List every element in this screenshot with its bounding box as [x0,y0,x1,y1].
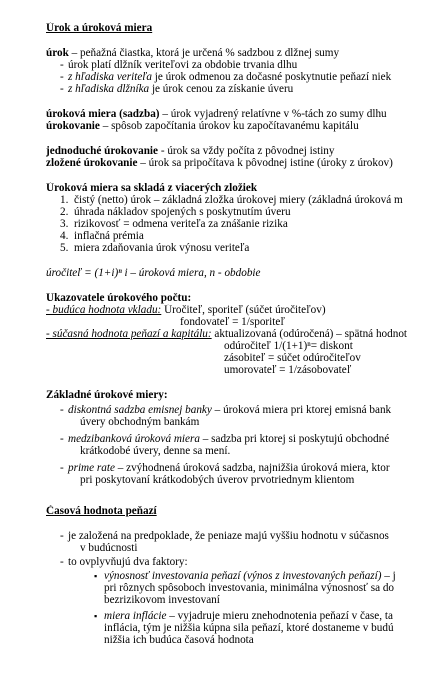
urok-item-1: - úrok platí dlžník veriteľovi za obdobie trvania dlhu [60,59,298,71]
urok-item-3-italic: z hľadiska dlžníka [68,83,150,95]
urocitel-formula: úročiteľ = (1+i)ⁿ i – úroková miera, n - obdobie [46,267,261,279]
urok-item-2-italic: z hľadiska veriteľa [68,71,152,83]
inflacia-line2: inflácia, tým je nižšia kúpna sila peňazí, ktoré dostaneme v budú [104,622,394,634]
medzibankova-line2: krátkodobé úvery, denne sa mení. [80,445,231,457]
vynosnost-line3: bezrizikovom investovaní [104,594,220,606]
vynosnost-line2: pri rôznych spôsoboch investovania, minimálna výnosnosť sa do [104,582,395,594]
urok-item-2: - z hľadiska veriteľa je úrok odmenou za dočasné poskytnutie peňazí niek [60,71,392,83]
zlozene-urokovanie [46,157,423,169]
zlozky-heading: Úroková miera sa skladá z viacerých zložiek [46,182,258,194]
inflacia-term: miera inflácie [104,610,167,622]
sucasna-hodnota-row [46,328,423,340]
diskontna-sadzba-item: - diskontná sadzba emisnej banky – úroková miera pri ktorej emisná bank [60,404,392,416]
term-urok: úrok [46,47,69,59]
zlozka-1-number: 1. [60,194,69,206]
zasobitel-row: zásobiteľ = súčet odúročiteľov [224,352,361,364]
term-jednoduche: jednoduché úrokovanie [46,145,159,157]
prime-rate-item: - prime rate – zvýhodnená úroková sadzba, najnižšia úroková miera, ktor [60,462,390,474]
section-title-casova-hodnota: Časová hodnota peňazí [46,505,157,517]
medzibankova-text: – sadzba pri ktorej si poskytujú obchodné [199,433,390,445]
zlozka-3 [60,218,423,230]
zlozka-5-number: 5. [60,242,69,254]
casova-item-1: - je založená na predpoklade, že peniaze majú vyššiu hodnotu v súčasnos [60,530,389,542]
diskontna-sadzba-text: – úroková miera pri ktorej emisná bank [211,404,392,416]
buduca-hodnota-row [46,304,423,316]
section-title-urok: Úrok a úroková miera [46,22,153,34]
odurocitel-row: odúročiteľ 1/(1+1)ⁿ= diskont [224,340,353,352]
ukazovatele-heading: Ukazovatele úrokového počtu: [46,292,192,304]
square-bullet-icon: ▪ [94,611,98,621]
umorovatel-row: umorovateľ = 1/zásobovateľ [224,364,352,376]
fondovatel-row: fondovateľ = 1/sporiteľ [180,316,285,328]
prime-rate-term: prime rate [68,462,115,474]
medzibankova-term: medzibanková úroková miera [68,433,200,445]
casova-item-1-line2: v budúcnosti [80,542,138,554]
square-bullet-icon: ▪ [94,571,98,581]
term-urokovanie: úrokovanie [46,120,100,132]
inflacia-text: – vyjadruje mieru znehodnotenia peňazí v čase, ta [166,610,393,622]
zlozka-4 [60,230,423,242]
casova-item-2: - to ovplyvňujú dva faktory: [60,556,188,568]
zlozka-2-text: úhrada nákladov spojených s poskytnutím úveru [74,206,291,218]
inflacia-bullet [94,610,423,622]
diskontna-sadzba-line2: úvery obchodným bankám [80,416,200,428]
vynosnost-text: – j [381,570,396,582]
casova-item-1-text: je založená na predpoklade, že peniaze majú vyššiu hodnotu v súčasnos [68,530,389,542]
prime-rate-line2: pri poskytovaní krátkodobých úverov prvotriednym klientom [80,474,355,486]
zlozka-3-text: rizikovosť = odmena veriteľa za znášanie rizika [74,218,288,230]
vynosnost-term: výnosnosť investovania peňazí (výnos z investovaných peňazí) [104,570,382,582]
zlozka-1-text: čistý (netto) úrok – základná zložka úrokovej miery (základná úroková m [74,194,403,206]
vynosnost-bullet [94,570,423,582]
zlozka-1 [60,194,423,206]
term-zlozene: zložené úrokovanie [46,157,138,169]
urok-definition-text: – peňažná čiastka, ktorá je určená % sadzbou z dlžnej sumy [68,47,340,59]
term-urokova-miera: úroková miera (sadzba) [46,108,160,120]
zlozka-5-text: miera zdaňovania úrok výnosu veriteľa [74,242,250,254]
urokovanie-definition [46,120,423,132]
urok-item-2-text: je úrok odmenou za dočasné poskytnutie peňazí niek [151,71,392,83]
buduca-hodnota-label: - budúca hodnota vkladu: [46,304,162,316]
urok-item-1-text: úrok platí dlžník veriteľovi za obdobie trvania dlhu [68,59,298,71]
urok-definition [46,47,423,59]
sucasna-hodnota-label: - súčasná hodnota peňazí a kapitálu: [46,328,212,340]
medzibankova-item: - medzibanková úroková miera – sadzba pri ktorej si poskytujú obchodné [60,433,390,445]
casova-item-2-text: to ovplyvňujú dva faktory: [68,556,188,568]
sucasna-hodnota-text: aktualizovaná (odúročená) – spätná hodnot [211,328,408,340]
zlozka-4-text: inflačná prémia [74,230,144,242]
zlozka-3-number: 3. [60,218,69,230]
inflacia-line3: nižšia ich budúca časová hodnota [104,634,254,646]
sadzba-definition [46,108,423,120]
buduca-hodnota-text: Úročiteľ, sporiteľ (súčet úročiteľov) [161,304,326,316]
zlozka-2-number: 2. [60,206,69,218]
zakladne-miery-heading: Základné úrokové miery: [46,389,168,401]
urokovanie-text: – spôsob započítania úrokov ku započítavanému kapitálu [99,120,359,132]
jednoduche-text: - úrok sa vždy počíta z pôvodnej istiny [158,145,335,157]
urok-item-3: - z hľadiska dlžníka je úrok cenou za získanie úveru [60,83,294,95]
zlozka-4-number: 4. [60,230,69,242]
urok-item-3-text: je úrok cenou za získanie úveru [149,83,294,95]
sadzba-text: – úrok vyjadrený relatívne v %-tách zo sumy dlhu [159,108,387,120]
zlozka-5 [60,242,423,254]
zlozka-2 [60,206,423,218]
zlozene-text: – úrok sa pripočítava k pôvodnej istine (úroky z úrokov) [137,157,393,169]
jednoduche-urokovanie [46,145,423,157]
prime-rate-text: – zvýhodnená úroková sadzba, najnižšia úroková miera, ktor [114,462,390,474]
diskontna-sadzba-term: diskontná sadzba emisnej banky [68,404,212,416]
